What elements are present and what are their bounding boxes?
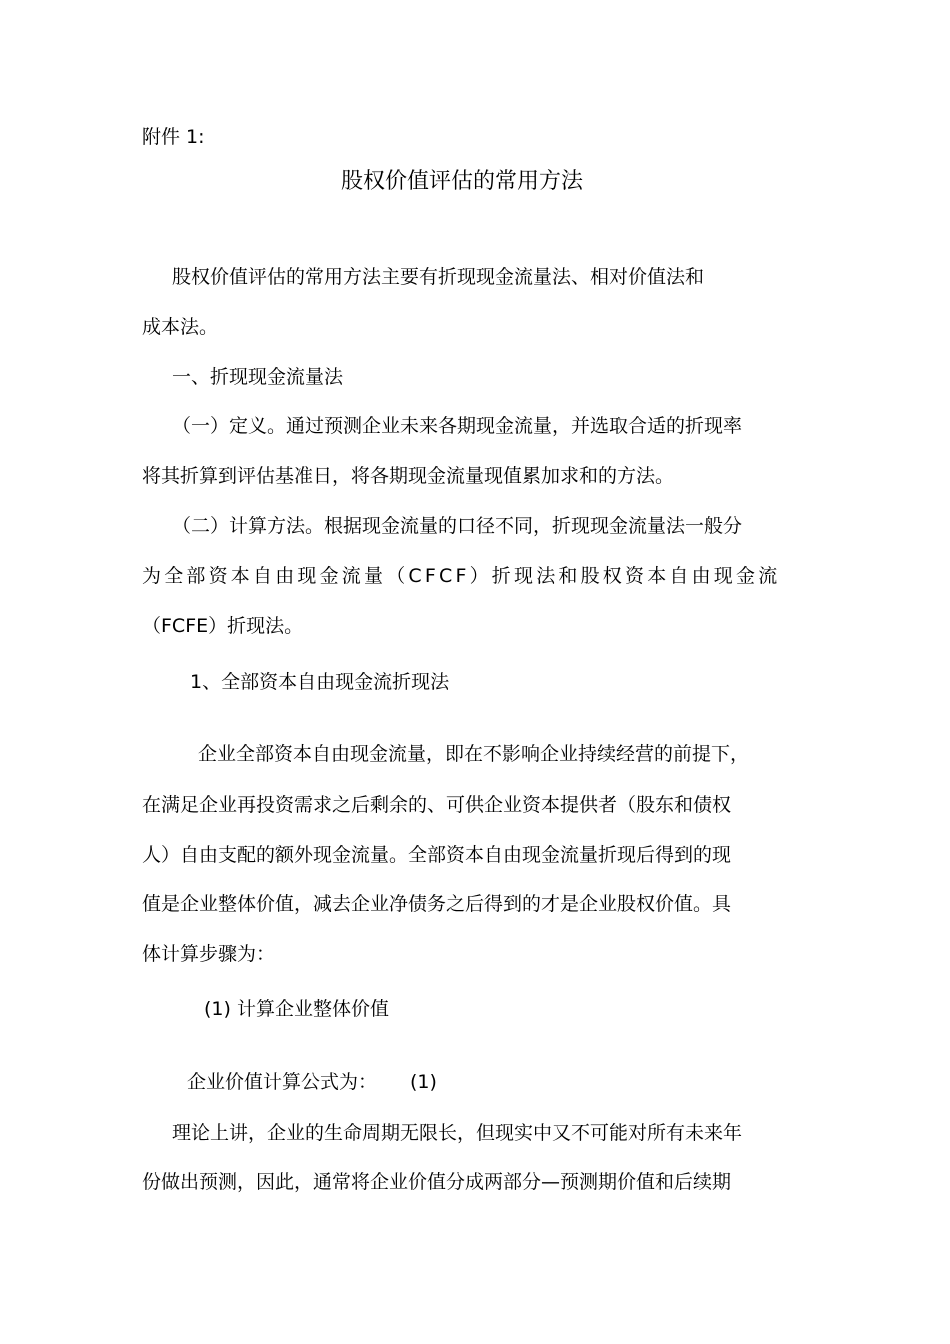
definition-line-1: （一）定义。通过预测企业未来各期现金流量，并选取合适的折现率 xyxy=(172,415,743,437)
attachment-label: 附件 1: xyxy=(142,126,205,148)
method-line-3: （FCFE）折现法。 xyxy=(142,615,304,637)
theory-line-1: 理论上讲，企业的生命周期无限长，但现实中又不可能对所有未来年 xyxy=(172,1122,743,1144)
method-line-1: （二）计算方法。根据现金流量的口径不同，折现现金流量法一般分 xyxy=(172,515,743,537)
section-1-heading: 一、折现现金流量法 xyxy=(172,366,344,388)
method-line-2: 为全部资本自由现金流量（CFCF）折现法和股权资本自由现金流 xyxy=(142,565,781,587)
intro-line-2: 成本法。 xyxy=(142,316,219,338)
paragraph-line-2: 在满足企业再投资需求之后剩余的、可供企业资本提供者（股东和债权 xyxy=(142,794,732,816)
definition-line-2: 将其折算到评估基准日，将各期现金流量现值累加求和的方法。 xyxy=(142,465,675,487)
theory-line-2: 份做出预测，因此，通常将企业价值分成两部分—预测期价值和后续期 xyxy=(142,1171,732,1193)
document-title: 股权价值评估的常用方法 xyxy=(341,169,584,194)
subsection-1-heading: 1、全部资本自由现金流折现法 xyxy=(190,671,450,693)
formula-number: (1) xyxy=(410,1071,437,1093)
paragraph-line-3: 人）自由支配的额外现金流量。全部资本自由现金流量折现后得到的现 xyxy=(142,844,732,866)
paragraph-line-1: 企业全部资本自由现金流量，即在不影响企业持续经营的前提下， xyxy=(198,743,750,765)
paragraph-line-4: 值是企业整体价值，减去企业净债务之后得到的才是企业股权价值。具 xyxy=(142,893,732,915)
step-1-heading: (1) 计算企业整体价值 xyxy=(204,998,389,1020)
formula-label: 企业价值计算公式为： xyxy=(187,1071,378,1093)
paragraph-line-5: 体计算步骤为： xyxy=(142,943,276,965)
intro-line-1: 股权价值评估的常用方法主要有折现现金流量法、相对价值法和 xyxy=(172,266,705,288)
